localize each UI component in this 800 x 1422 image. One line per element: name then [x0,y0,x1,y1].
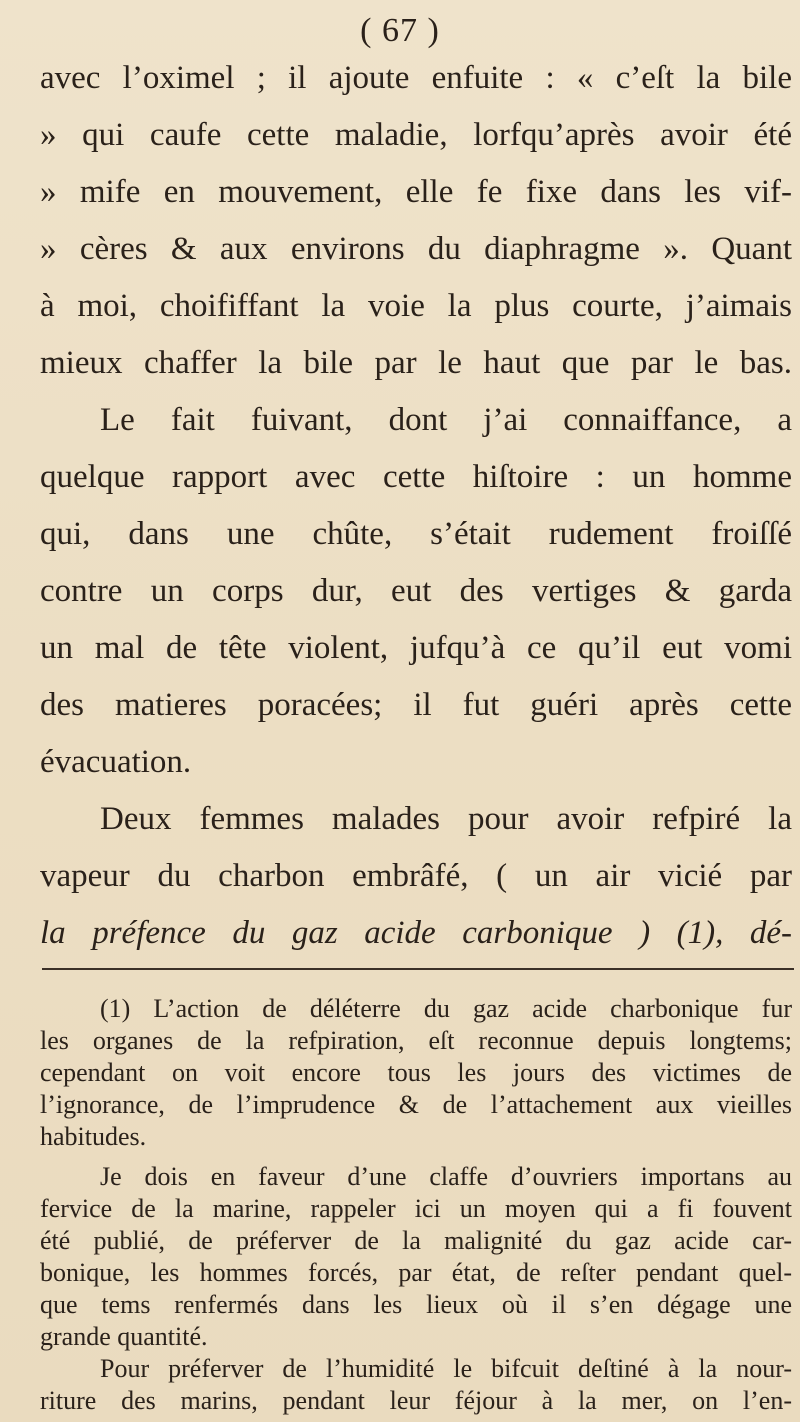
text-line: un mal de tête violent, jufqu’à ce qu’il eut vomi [40,630,792,666]
text-line: qui, dans une chûte, s’était rudement froiſſé [40,516,792,552]
footnote-line: bonique, les hommes forcés, par état, de reſter pendant quel- [40,1258,792,1287]
footnote-line: fervice de la marine, rappeler ici un moyen qui a fi fouvent [40,1194,792,1223]
text-line: la préfence du gaz acide carbonique ) (1), dé- [40,915,792,951]
footnote-rule [42,968,794,970]
text-line: » mife en mouvement, elle fe fixe dans les vif- [40,174,792,210]
footnote-line: Je dois en faveur d’une claffe d’ouvriers importans au [100,1162,792,1191]
text-line: évacuation. [40,744,192,780]
footnote-line: été publié, de préferver de la malignité du gaz acide car- [40,1226,792,1255]
text-line: des matieres poracées; il fut guéri après cette [40,687,792,723]
text-line: mieux chaffer la bile par le haut que par le bas. [40,345,792,381]
footnote-line: Pour préferver de l’humidité le bifcuit deſtiné à la nour- [100,1354,792,1383]
text-line: contre un corps dur, eut des vertiges & garda [40,573,792,609]
text-line: Deux femmes malades pour avoir refpiré la [100,801,792,837]
text-line: Le fait fuivant, dont j’ai connaiffance, a [100,402,792,438]
footnote-line: l’ignorance, de l’imprudence & de l’attachement aux vieilles [40,1090,792,1119]
footnote-line: les organes de la refpiration, eſt reconnue depuis longtems; [40,1026,792,1055]
text-line: » qui caufe cette maladie, lorfqu’après avoir été [40,117,792,153]
footnote-line: riture des marins, pendant leur féjour à la mer, on l’en- [40,1386,792,1415]
footnote-line: habitudes. [40,1122,147,1151]
footnote-line: que tems renfermés dans les lieux où il s’en dégage une [40,1290,792,1319]
text-line: » cères & aux environs du diaphragme ». Quant [40,231,792,267]
footnote-line: grande quantité. [40,1322,208,1351]
text-line: à moi, choififfant la voie la plus courte, j’aimais [40,288,792,324]
text-line: avec l’oximel ; il ajoute enfuite : « c’eſt la bile [40,60,792,96]
text-line: vapeur du charbon embrâfé, ( un air vicié par [40,858,792,894]
footnote-line: cependant on voit encore tous les jours des victimes de [40,1058,792,1087]
footnote-line: (1) L’action de déléterre du gaz acide charbonique fur [100,994,792,1023]
text-line: quelque rapport avec cette hiſtoire : un homme [40,459,792,495]
page-number: ( 67 ) [360,12,440,49]
